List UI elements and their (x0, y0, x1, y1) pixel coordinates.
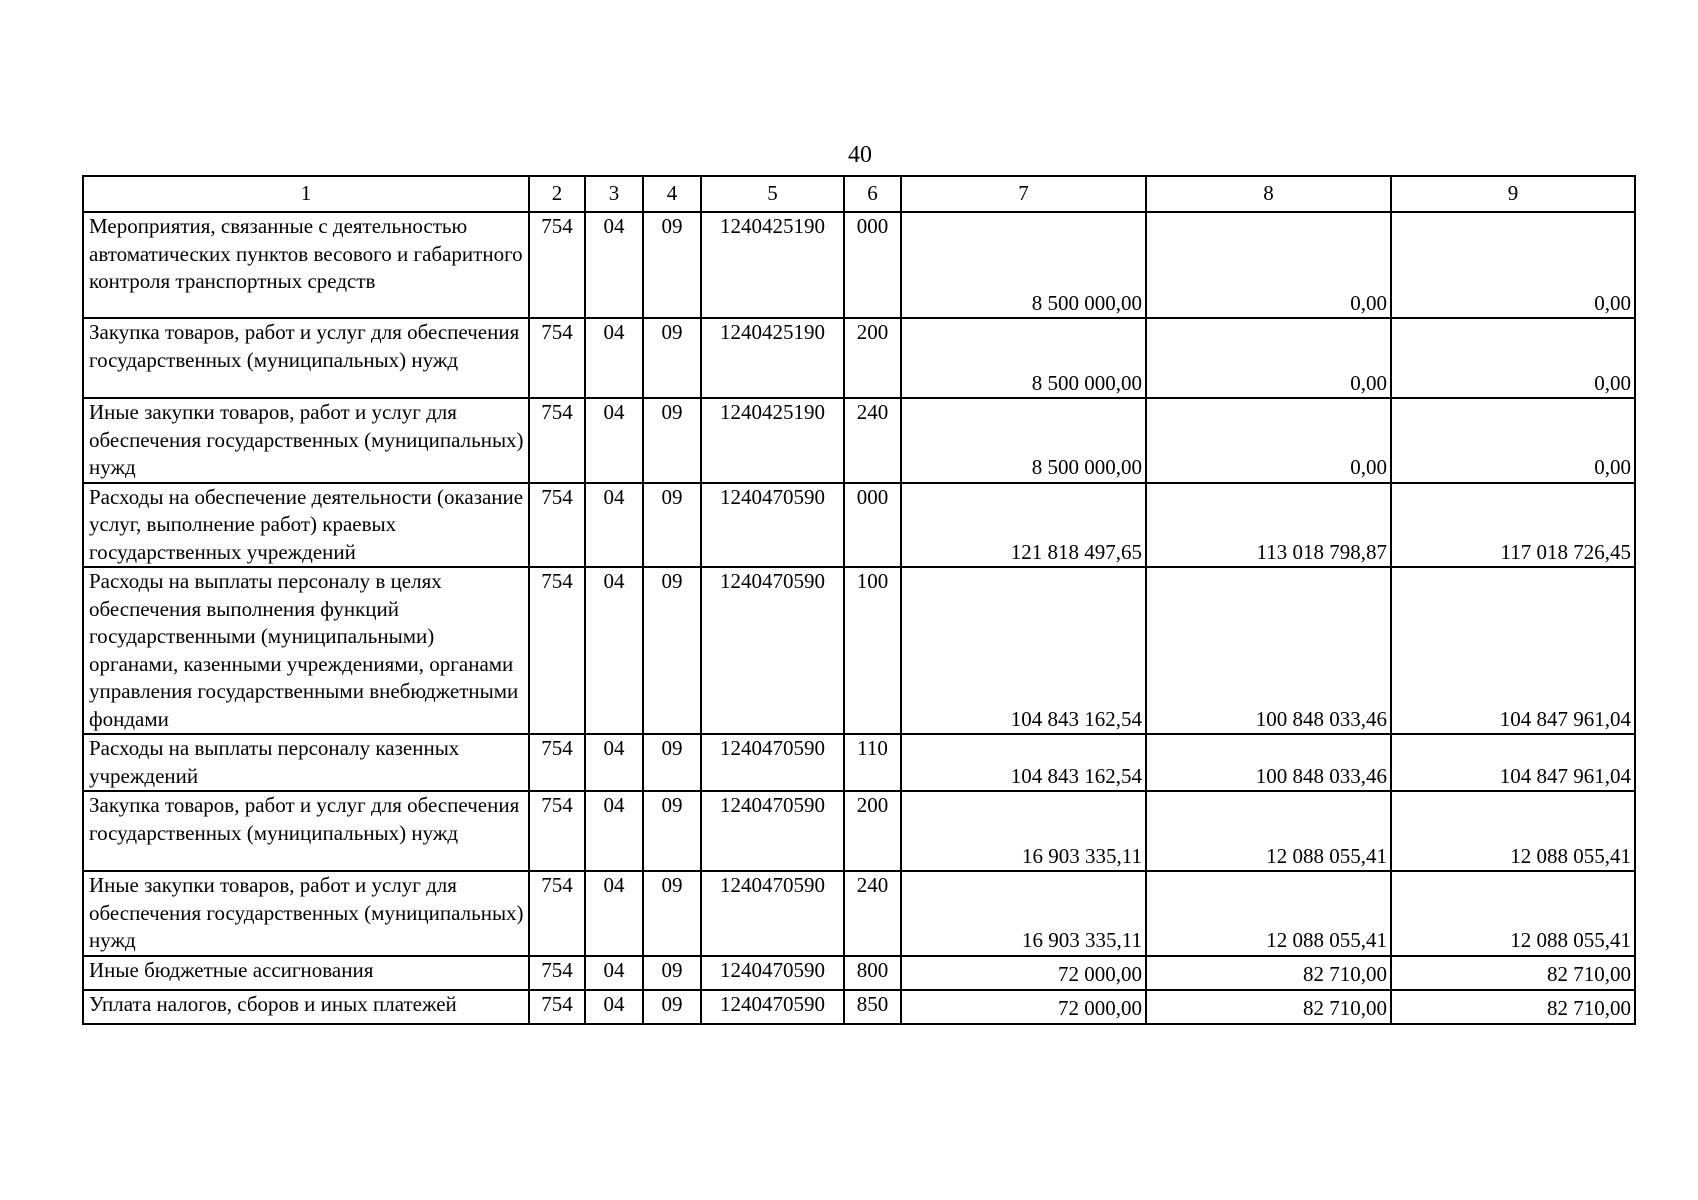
header-cell: 3 (585, 176, 643, 212)
header-cell: 9 (1391, 176, 1635, 212)
target-article-cell: 1240425190 (701, 212, 844, 318)
amount-col9-cell: 117 018 726,45 (1391, 483, 1635, 568)
admin-code-cell: 754 (529, 734, 585, 791)
expense-type-cell: 240 (844, 871, 901, 956)
expense-type-cell: 110 (844, 734, 901, 791)
header-cell: 8 (1146, 176, 1391, 212)
target-article-cell: 1240470590 (701, 871, 844, 956)
target-article-cell: 1240425190 (701, 398, 844, 483)
expense-type-cell: 000 (844, 483, 901, 568)
amount-col8-cell: 100 848 033,46 (1146, 734, 1391, 791)
row-description: Расходы на обеспечение деятельности (оказание услуг, выполнение работ) краевых государственных учреждений (83, 483, 529, 568)
table-row (83, 483, 1635, 568)
header-cell: 4 (643, 176, 701, 212)
amount-col9-cell: 104 847 961,04 (1391, 567, 1635, 734)
subsection-cell: 09 (643, 483, 701, 568)
amount-col9-cell: 82 710,00 (1391, 956, 1635, 990)
target-article-cell: 1240470590 (701, 567, 844, 734)
header-cell: 7 (901, 176, 1146, 212)
table-row (83, 990, 1635, 1024)
amount-col7-cell: 16 903 335,11 (901, 791, 1146, 871)
admin-code-cell: 754 (529, 212, 585, 318)
amount-col7-cell: 104 843 162,54 (901, 567, 1146, 734)
target-article-cell: 1240470590 (701, 483, 844, 568)
section-cell: 04 (585, 791, 643, 871)
admin-code-cell: 754 (529, 483, 585, 568)
header-cell: 1 (83, 176, 529, 212)
row-description: Иные бюджетные ассигнования (83, 956, 529, 990)
subsection-cell: 09 (643, 212, 701, 318)
amount-col8-cell: 113 018 798,87 (1146, 483, 1391, 568)
row-description: Закупка товаров, работ и услуг для обеспечения государственных (муниципальных) нужд (83, 791, 529, 871)
target-article-cell: 1240470590 (701, 956, 844, 990)
target-article-cell: 1240470590 (701, 791, 844, 871)
amount-col9-cell: 0,00 (1391, 398, 1635, 483)
amount-col7-cell: 16 903 335,11 (901, 871, 1146, 956)
subsection-cell: 09 (643, 734, 701, 791)
row-description: Расходы на выплаты персоналу в целях обеспечения выполнения функций государственными (муниципальными) органами, казенными учреждениями, органами управления государственными внебюджетными фондами (83, 567, 529, 734)
amount-col9-cell: 104 847 961,04 (1391, 734, 1635, 791)
expense-type-cell: 850 (844, 990, 901, 1024)
amount-col9-cell: 0,00 (1391, 318, 1635, 398)
admin-code-cell: 754 (529, 318, 585, 398)
row-description: Иные закупки товаров, работ и услуг для обеспечения государственных (муниципальных) нужд (83, 398, 529, 483)
target-article-cell: 1240470590 (701, 734, 844, 791)
amount-col9-cell: 82 710,00 (1391, 990, 1635, 1024)
header-cell: 2 (529, 176, 585, 212)
admin-code-cell: 754 (529, 871, 585, 956)
target-article-cell: 1240470590 (701, 990, 844, 1024)
expense-type-cell: 000 (844, 212, 901, 318)
table-row (83, 956, 1635, 990)
amount-col8-cell: 82 710,00 (1146, 956, 1391, 990)
row-description: Расходы на выплаты персоналу казенных учреждений (83, 734, 529, 791)
amount-col7-cell: 8 500 000,00 (901, 398, 1146, 483)
admin-code-cell: 754 (529, 398, 585, 483)
amount-col7-cell: 121 818 497,65 (901, 483, 1146, 568)
amount-col9-cell: 0,00 (1391, 212, 1635, 318)
subsection-cell: 09 (643, 990, 701, 1024)
expense-type-cell: 200 (844, 318, 901, 398)
amount-col8-cell: 82 710,00 (1146, 990, 1391, 1024)
target-article-cell: 1240425190 (701, 318, 844, 398)
section-cell: 04 (585, 871, 643, 956)
amount-col7-cell: 104 843 162,54 (901, 734, 1146, 791)
row-description: Мероприятия, связанные с деятельностью автоматических пунктов весового и габаритного контроля транспортных средств (83, 212, 529, 318)
amount-col9-cell: 12 088 055,41 (1391, 791, 1635, 871)
subsection-cell: 09 (643, 871, 701, 956)
subsection-cell: 09 (643, 956, 701, 990)
table-row (83, 318, 1635, 398)
table-row (83, 212, 1635, 318)
admin-code-cell: 754 (529, 567, 585, 734)
amount-col8-cell: 0,00 (1146, 398, 1391, 483)
expense-type-cell: 100 (844, 567, 901, 734)
budget-table (82, 175, 1636, 1025)
subsection-cell: 09 (643, 318, 701, 398)
expense-type-cell: 800 (844, 956, 901, 990)
subsection-cell: 09 (643, 398, 701, 483)
header-cell: 5 (701, 176, 844, 212)
amount-col9-cell: 12 088 055,41 (1391, 871, 1635, 956)
page-number: 40 (848, 142, 872, 168)
amount-col8-cell: 12 088 055,41 (1146, 791, 1391, 871)
admin-code-cell: 754 (529, 791, 585, 871)
expense-type-cell: 240 (844, 398, 901, 483)
amount-col8-cell: 100 848 033,46 (1146, 567, 1391, 734)
amount-col7-cell: 8 500 000,00 (901, 212, 1146, 318)
amount-col7-cell: 8 500 000,00 (901, 318, 1146, 398)
admin-code-cell: 754 (529, 956, 585, 990)
table-row (83, 567, 1635, 734)
section-cell: 04 (585, 398, 643, 483)
amount-col7-cell: 72 000,00 (901, 956, 1146, 990)
row-description: Закупка товаров, работ и услуг для обеспечения государственных (муниципальных) нужд (83, 318, 529, 398)
subsection-cell: 09 (643, 791, 701, 871)
section-cell: 04 (585, 483, 643, 568)
section-cell: 04 (585, 212, 643, 318)
table-row (83, 871, 1635, 956)
section-cell: 04 (585, 990, 643, 1024)
amount-col8-cell: 0,00 (1146, 318, 1391, 398)
admin-code-cell: 754 (529, 990, 585, 1024)
amount-col7-cell: 72 000,00 (901, 990, 1146, 1024)
expense-type-cell: 200 (844, 791, 901, 871)
section-cell: 04 (585, 567, 643, 734)
table-header-row (83, 176, 1635, 212)
amount-col8-cell: 0,00 (1146, 212, 1391, 318)
row-description: Иные закупки товаров, работ и услуг для обеспечения государственных (муниципальных) нужд (83, 871, 529, 956)
subsection-cell: 09 (643, 567, 701, 734)
table-row (83, 791, 1635, 871)
amount-col8-cell: 12 088 055,41 (1146, 871, 1391, 956)
header-cell: 6 (844, 176, 901, 212)
table-row (83, 398, 1635, 483)
table-row (83, 734, 1635, 791)
section-cell: 04 (585, 318, 643, 398)
section-cell: 04 (585, 956, 643, 990)
section-cell: 04 (585, 734, 643, 791)
row-description: Уплата налогов, сборов и иных платежей (83, 990, 529, 1024)
